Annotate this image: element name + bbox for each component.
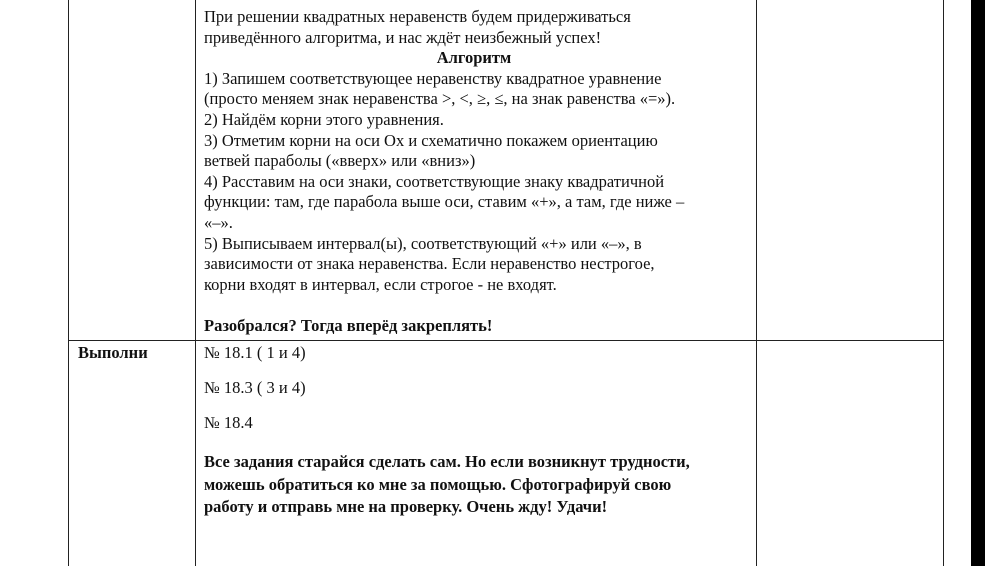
final-line-2: можешь обратиться ко мне за помощью. Сфотографируй свою [204,474,672,494]
task-row-label: Выполни [78,343,148,362]
final-line-3: работу и отправь мне на проверку. Очень жду! Удачи! [204,497,608,516]
table-border-left [68,0,69,566]
algorithm-line: ветвей параболы («вверх» или «вниз») [204,151,476,171]
spacer-line [204,295,744,316]
final-line-1: Все задания старайся сделать сам. Но если возникнут трудности, [204,452,690,471]
task-item-2: № 18.3 ( 3 и 4) [204,378,306,397]
task-item-1: № 18.1 ( 1 и 4) [204,343,306,362]
table-column-divider-2 [756,0,757,566]
final-instructions [204,451,690,519]
algorithm-line: корни входят в интервал, если строгое - не входят. [204,274,557,294]
algorithm-cell [204,7,744,337]
table-row-divider [68,340,944,341]
intro-line-1: При решении квадратных неравенств будем придерживаться [204,7,631,26]
algorithm-closing: Разобрался? Тогда вперёд закреплять! [204,315,493,335]
algorithm-line: (просто меняем знак неравенства >, <, ≥, ≤, на знак равенства «=»). [204,89,676,109]
algorithm-line: «–». [204,212,233,232]
task-item-3: № 18.4 [204,413,253,432]
algorithm-line: функции: там, где парабола выше оси, ставим «+», а там, где ниже – [204,192,685,212]
algorithm-line: 3) Отметим корни на оси Ох и схематично покажем ориентацию [204,130,658,150]
intro-line-2: приведённого алгоритма, и нас ждёт неизбежный успех! [204,27,602,47]
algorithm-line: 5) Выписываем интервал(ы), соответствующий «+» или «–», в [204,233,642,253]
algorithm-line: зависимости от знака неравенства. Если неравенство нестрогое, [204,254,655,274]
table-border-right [943,0,944,566]
right-black-border [971,0,985,566]
algorithm-line: 4) Расставим на оси знаки, соответствующие знаку квадратичной [204,171,665,191]
algorithm-line: 2) Найдём корни этого уравнения. [204,109,444,129]
algorithm-title: Алгоритм [436,48,512,68]
table-column-divider-1 [195,0,196,566]
algorithm-line: 1) Запишем соответствующее неравенству квадратное уравнение [204,68,662,88]
